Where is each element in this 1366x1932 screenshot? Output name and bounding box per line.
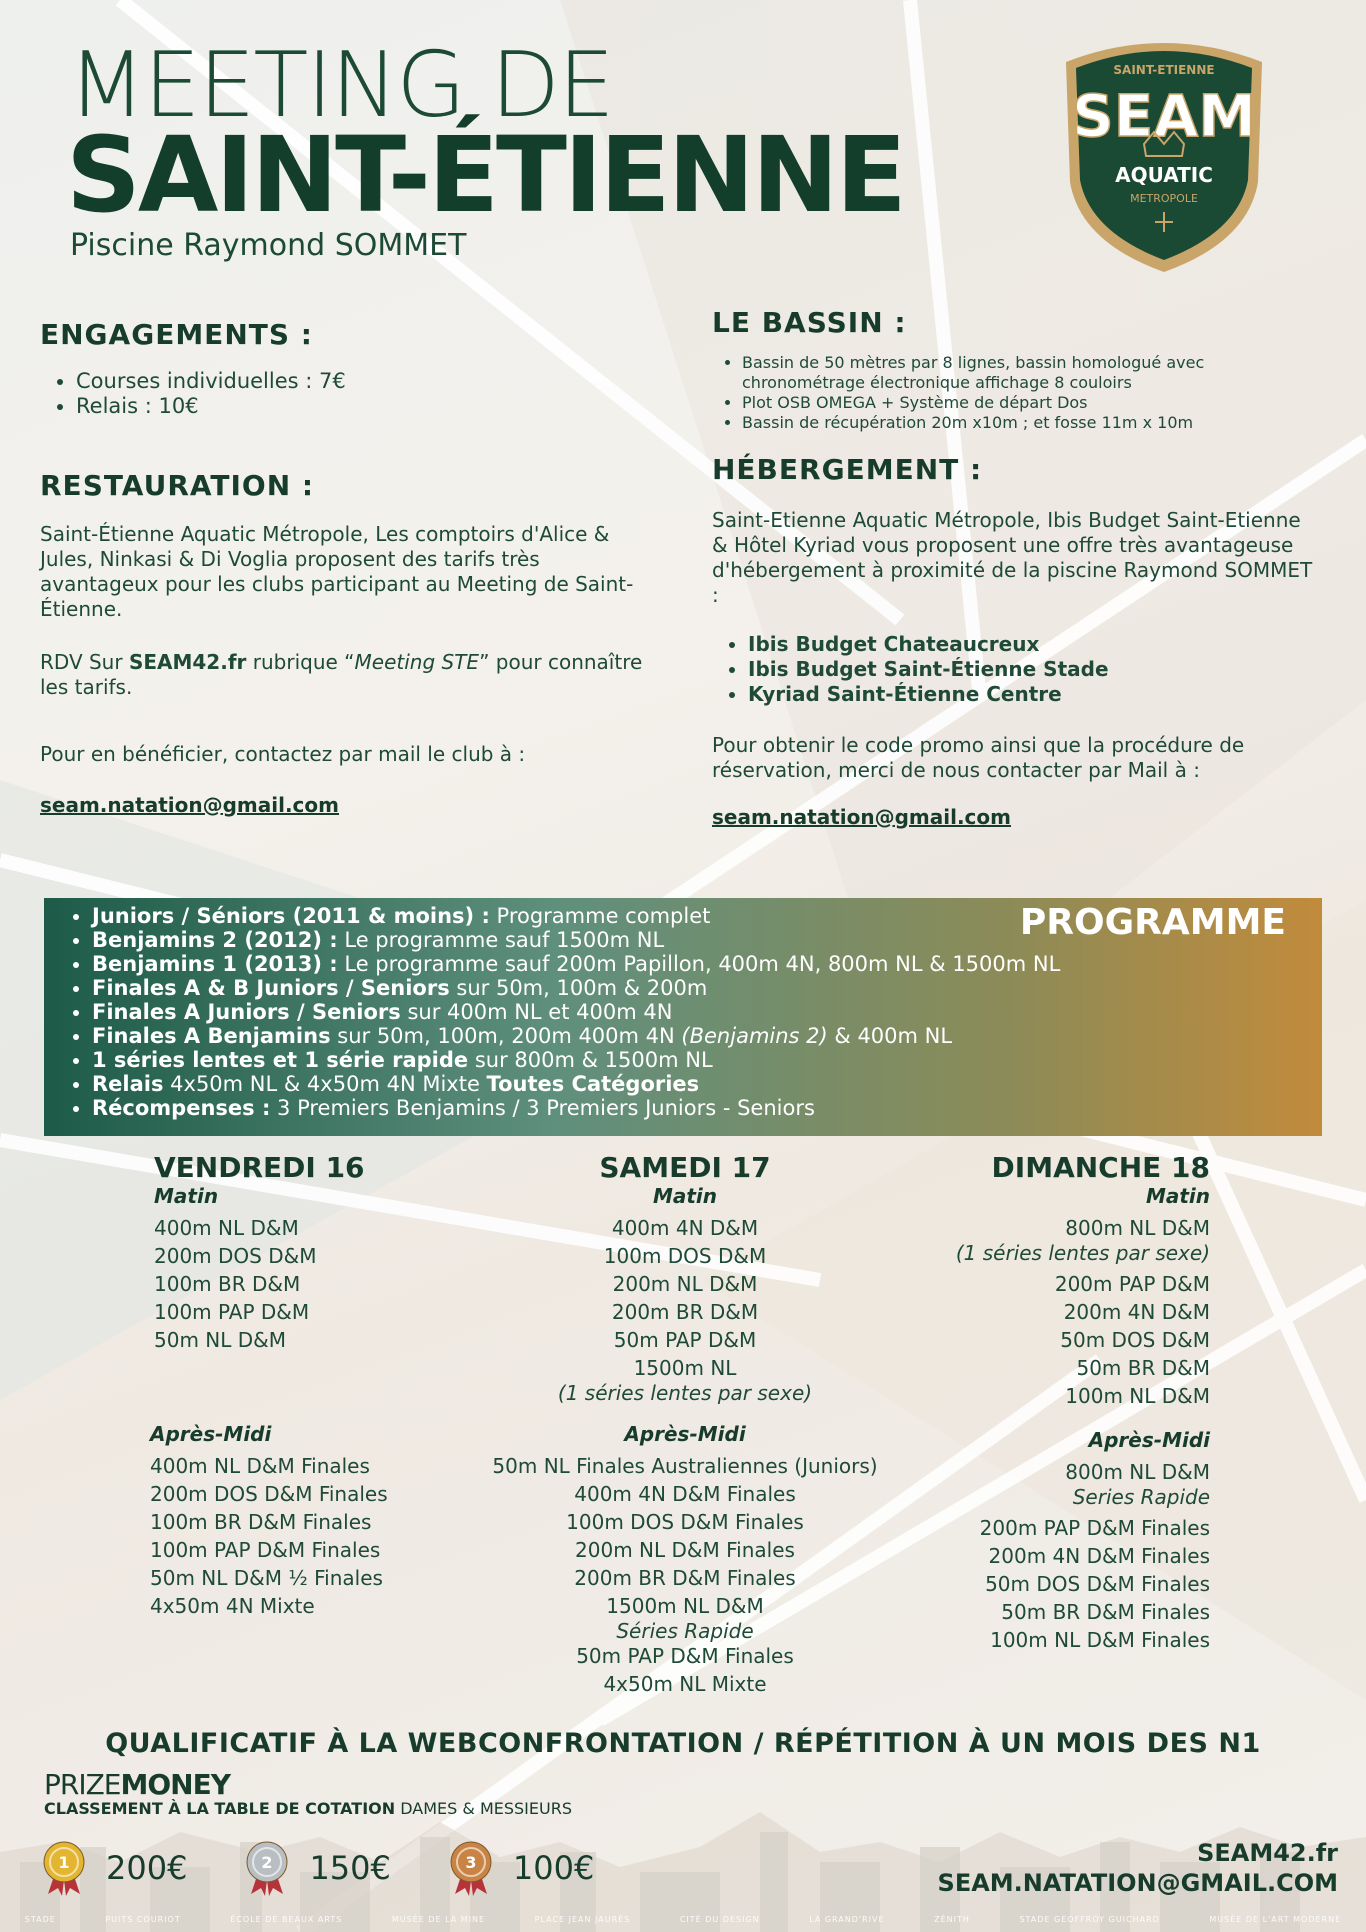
email-link[interactable]: seam.natation@gmail.com — [40, 793, 339, 817]
medal-icon — [243, 1840, 291, 1896]
session-label: Matin — [154, 1184, 219, 1208]
engagements-heading: ENGAGEMENTS : — [40, 318, 313, 351]
list-item: • Relais : 10€ — [76, 394, 650, 419]
programme-item-bold: 1 séries lentes et 1 série rapide — [92, 1048, 469, 1072]
programme-item — [92, 976, 1322, 1000]
rdv-mid: rubrique “ — [246, 650, 355, 674]
event-item: 50m PAP D&M Finales — [576, 1644, 794, 1668]
session-label: Après-Midi — [150, 1422, 272, 1446]
prize-amount: 100€ — [512, 1849, 595, 1887]
restauration-heading: RESTAURATION : — [40, 469, 315, 502]
prize-amount: 200€ — [106, 1849, 188, 1887]
programme-title: PROGRAMME — [1019, 902, 1286, 943]
prize-subtitle — [44, 1799, 572, 1818]
programme-banner — [44, 898, 1322, 1136]
qualification-banner: QUALIFICATIF À LA WEBCONFRONTATION / RÉPÉTITION À UN MOIS DES N1 — [105, 1728, 1261, 1759]
event-item: 100m DOS D&M Finales — [566, 1510, 804, 1534]
prize-money — [44, 1768, 572, 1818]
session-note: Series Rapide — [1072, 1485, 1210, 1509]
programme-item-italic: (Benjamins 2) — [681, 1024, 828, 1048]
logo-mid-text: AQUATIC — [1115, 163, 1213, 187]
event-item: 50m BR D&M — [1076, 1356, 1210, 1380]
title-line-2: SAINT-ÉTIENNE — [66, 114, 904, 236]
event-item: 200m DOS D&M — [154, 1244, 317, 1268]
event-item: 50m BR D&M Finales — [1001, 1600, 1210, 1624]
programme-item-bold: Récompenses : — [92, 1096, 271, 1120]
event-item: 50m NL D&M ½ Finales — [150, 1566, 383, 1590]
programme-item-text: sur 800m & 1500m NL — [468, 1048, 713, 1072]
session-label: Après-Midi — [1088, 1428, 1210, 1452]
friday-afternoon-list — [150, 1452, 494, 1620]
list-item: • Bassin de 50 mètres par 8 lignes, bassin homologué avec chronométrage électronique affichage 8 couloirs — [742, 353, 1322, 393]
right-column — [712, 306, 1322, 830]
contact-text: Pour en bénéficier, contactez par mail le club à : — [40, 742, 526, 766]
programme-item-text: Le programme sauf 200m Papillon, 400m 4N, 800m NL & 1500m NL — [337, 952, 1061, 976]
hotel-list — [712, 632, 1322, 707]
programme-item-text: Le programme sauf 1500m NL — [337, 928, 665, 952]
event-item: 200m PAP D&M — [1054, 1272, 1210, 1296]
programme-item — [92, 952, 1322, 976]
event-item: 200m BR D&M — [611, 1300, 759, 1324]
programme-item-text: sur 50m, 100m & 200m — [449, 976, 708, 1000]
programme-item-bold: Benjamins 2 (2012) : — [92, 928, 338, 952]
rdv-suffix: ” pour connaître les tarifs. — [40, 650, 643, 699]
prize-title-b: MONEY — [120, 1768, 230, 1801]
saturday-morning-list — [480, 1214, 890, 1382]
event-item: 800m NL D&M — [1065, 1216, 1210, 1240]
event-item: 200m NL D&M Finales — [575, 1538, 795, 1562]
restauration-text: Saint-Étienne Aquatic Métropole, Les comptoirs d'Alice & Jules, Ninkasi & Di Voglia proposent des tarifs très avantageux pour les clubs participant au Meeting de Saint-Étienne. — [40, 522, 634, 621]
day-title: SAMEDI 17 — [599, 1151, 771, 1184]
prize-amount: 150€ — [309, 1849, 391, 1887]
engagements-list — [40, 369, 650, 419]
email-link[interactable]: seam.natation@gmail.com — [712, 805, 1011, 829]
hebergement-heading: HÉBERGEMENT : — [712, 453, 983, 486]
session-label: Matin — [1145, 1184, 1210, 1208]
medal-prize — [447, 1840, 594, 1896]
list-item: • Ibis Budget Chateaucreux — [748, 632, 1322, 657]
day-title: VENDREDI 16 — [154, 1151, 365, 1184]
event-item: 400m NL D&M Finales — [150, 1454, 370, 1478]
event-item: 100m NL D&M — [1065, 1384, 1210, 1408]
event-item: 200m 4N D&M — [1063, 1300, 1210, 1324]
programme-item-bold: Toutes Catégories — [486, 1072, 700, 1096]
left-column — [40, 318, 650, 818]
event-item: 400m 4N D&M — [611, 1216, 759, 1240]
sunday-morning-list — [880, 1270, 1210, 1410]
street-label: MUSÉE DE LA MINE — [391, 1915, 486, 1924]
logo-main-text: SEAM — [1072, 82, 1256, 150]
rdv-rubrique: Meeting STE — [354, 650, 480, 674]
sunday-afternoon-list — [880, 1514, 1210, 1654]
promo-text: Pour obtenir le code promo ainsi que la procédure de réservation, merci de nous contacter par Mail à : — [712, 733, 1245, 782]
street-label: MUSÉE DE L'ART MODERNE — [1209, 1915, 1342, 1924]
day-sunday — [880, 1152, 1210, 1654]
prize-sub-bold: CLASSEMENT À LA TABLE DE COTATION — [44, 1799, 396, 1818]
session-note: Séries Rapide — [616, 1619, 754, 1643]
event-item: 100m DOS D&M — [603, 1244, 767, 1268]
prize-title-a: PRIZE — [44, 1768, 121, 1801]
medal-rank: 2 — [261, 1853, 274, 1872]
list-item: • Plot OSB OMEGA + Système de départ Dos — [742, 393, 1322, 413]
event-item: 100m BR D&M Finales — [150, 1510, 372, 1534]
hebergement-text: Saint-Etienne Aquatic Métropole, Ibis Budget Saint-Etienne & Hôtel Kyriad vous proposent une offre très avantageuse d'hébergement à proximité de la piscine Raymond SOMMET : — [712, 508, 1313, 607]
prize-sub-rest: DAMES & MESSIEURS — [395, 1799, 572, 1818]
day-saturday — [480, 1152, 890, 1698]
list-item: • Bassin de récupération 20m x10m ; et fosse 11m x 10m — [742, 413, 1322, 433]
programme-item — [92, 1024, 1322, 1048]
programme-item-text: sur 400m NL et 400m 4N — [400, 1000, 673, 1024]
programme-item — [92, 1072, 1322, 1096]
programme-item — [92, 1048, 1322, 1072]
event-item: 50m DOS D&M — [1060, 1328, 1210, 1352]
programme-item — [92, 1096, 1322, 1120]
medals-row — [40, 1840, 650, 1896]
event-item: 50m PAP D&M — [613, 1328, 757, 1352]
bassin-heading: LE BASSIN : — [712, 306, 907, 339]
seam-logo — [1058, 32, 1270, 276]
event-item: 100m PAP D&M — [154, 1300, 310, 1324]
medal-icon — [40, 1840, 88, 1896]
saturday-afternoon-list — [480, 1452, 890, 1620]
list-item: • Courses individuelles : 7€ — [76, 369, 650, 394]
street-label: STADE GEOFFROY GUICHARD — [1019, 1915, 1160, 1924]
day-friday — [150, 1151, 494, 1620]
programme-item-bold: Finales A Juniors / Seniors — [92, 1000, 401, 1024]
session-note: (1 séries lentes par sexe) — [557, 1381, 813, 1405]
event-item: 200m BR D&M Finales — [574, 1566, 796, 1590]
rdv-prefix: RDV Sur — [40, 650, 129, 674]
programme-item-bold: Finales A Benjamins — [92, 1024, 331, 1048]
medal-prize — [40, 1840, 187, 1896]
event-item: 1500m NL D&M — [606, 1594, 764, 1618]
programme-item-text: sur 50m, 100m, 200m 400m 4N — [330, 1024, 682, 1048]
event-item: 50m DOS D&M Finales — [985, 1572, 1210, 1596]
session-note: (1 séries lentes par sexe) — [955, 1241, 1210, 1265]
street-label: LA GRAND'RIVE — [809, 1915, 885, 1924]
day-title: DIMANCHE 18 — [991, 1151, 1210, 1184]
event-item: 200m 4N D&M Finales — [988, 1544, 1210, 1568]
event-item: 200m NL D&M — [612, 1272, 758, 1296]
programme-item — [92, 1000, 1322, 1024]
street-label: STADE — [24, 1915, 56, 1924]
event-item: 50m NL Finales Australiennes (Juniors) — [492, 1454, 878, 1478]
programme-item-text: Programme complet — [489, 904, 711, 928]
saturday-afternoon-list-2 — [480, 1642, 890, 1698]
event-item: 400m 4N D&M Finales — [574, 1482, 796, 1506]
programme-item-bold: Benjamins 1 (2013) : — [92, 952, 338, 976]
programme-item-text: 3 Premiers Benjamins / 3 Premiers Juniors - Seniors — [270, 1096, 815, 1120]
title-line-1: MEETING DE — [68, 33, 613, 138]
programme-item-text: & 400m NL — [827, 1024, 953, 1048]
session-label: Après-Midi — [624, 1422, 746, 1446]
event-item: 4x50m 4N Mixte — [150, 1594, 315, 1618]
footer-email[interactable]: SEAM.NATATION@GMAIL.COM — [937, 1869, 1338, 1897]
event-item: 1500m NL — [633, 1356, 737, 1380]
medal-prize — [243, 1840, 390, 1896]
medal-rank: 3 — [465, 1853, 477, 1872]
programme-item-bold: Finales A & B Juniors / Seniors — [92, 976, 450, 1000]
logo-bottom-text: METROPOLE — [1130, 192, 1198, 205]
logo-top-text: SAINT-ETIENNE — [1113, 63, 1215, 77]
prize-title — [44, 1768, 572, 1801]
event-item: 200m DOS D&M Finales — [150, 1482, 388, 1506]
event-item: 100m BR D&M — [154, 1272, 301, 1296]
event-item: 4x50m NL Mixte — [603, 1672, 767, 1696]
programme-item-bold: Relais — [92, 1072, 164, 1096]
programme-item-bold: Juniors / Séniors (2011 & moins) : — [92, 904, 490, 928]
event-item: 50m NL D&M — [154, 1328, 287, 1352]
event-item: 400m NL D&M — [154, 1216, 299, 1240]
event-item: 200m PAP D&M Finales — [979, 1516, 1210, 1540]
street-label: PUITS COURIOT — [105, 1915, 181, 1924]
event-item: 100m PAP D&M Finales — [150, 1538, 381, 1562]
medal-icon — [447, 1840, 495, 1896]
street-label: ÉCOLE DE BEAUX ARTS — [230, 1915, 343, 1924]
medal-rank: 1 — [58, 1853, 70, 1872]
list-item: • Kyriad Saint-Étienne Centre — [748, 682, 1322, 707]
site-link[interactable]: SEAM42.fr — [128, 650, 247, 674]
subtitle: Piscine Raymond SOMMET — [70, 228, 467, 263]
event-item: 100m NL D&M Finales — [990, 1628, 1210, 1652]
bassin-list — [712, 353, 1322, 433]
street-label: PLACE JEAN JAURÈS — [534, 1915, 631, 1924]
list-item: • Ibis Budget Saint-Étienne Stade — [748, 657, 1322, 682]
footer-contact — [938, 1838, 1338, 1898]
session-label: Matin — [652, 1184, 718, 1208]
rdv-text — [40, 650, 650, 700]
friday-morning-list — [154, 1214, 494, 1354]
footer-site[interactable]: SEAM42.fr — [1197, 1839, 1338, 1867]
event-item: 800m NL D&M — [1065, 1460, 1210, 1484]
programme-item-text: 4x50m NL & 4x50m 4N Mixte — [163, 1072, 487, 1096]
street-label: CITÉ DU DESIGN — [679, 1915, 760, 1924]
street-label: ZÉNITH — [934, 1915, 970, 1924]
